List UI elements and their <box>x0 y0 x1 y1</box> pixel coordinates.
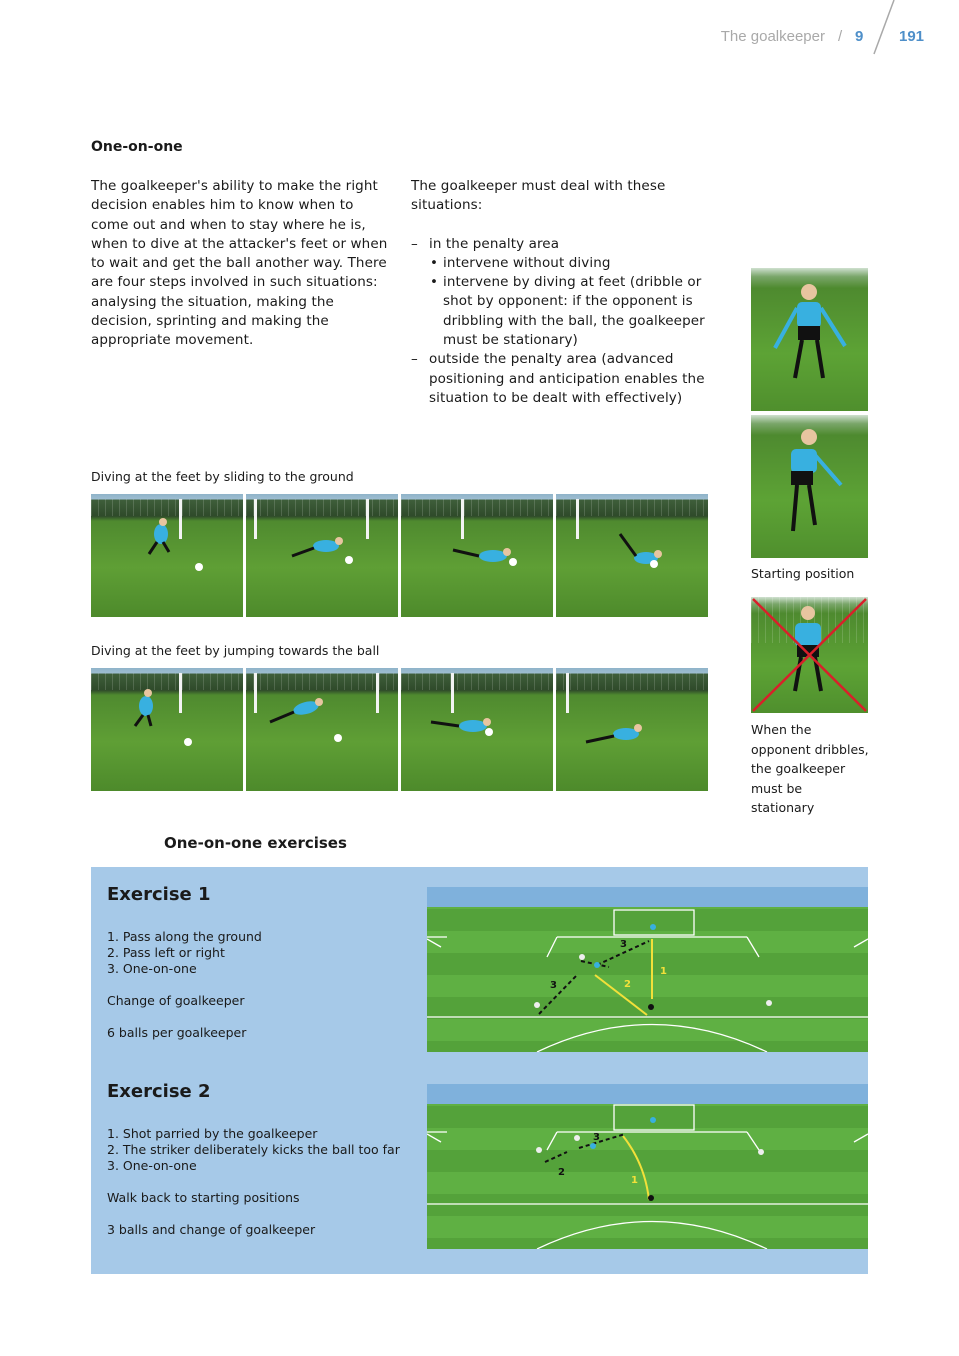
situations-lead: The goalkeeper must deal with these situations: <box>411 178 666 214</box>
photo-sliding-1 <box>91 494 243 617</box>
diagram-label: 1 <box>660 966 667 977</box>
photo-sliding-3 <box>401 494 553 617</box>
exercise-2-note-2: 3 balls and change of goalkeeper <box>107 1222 316 1237</box>
photo-sliding-4 <box>556 494 708 617</box>
exercise-2-diagram <box>427 1084 868 1249</box>
list-item: 1. Shot parried by the goalkeeper <box>107 1126 318 1141</box>
photo-jumping-1 <box>91 668 243 791</box>
sequence-caption-sliding: Diving at the feet by sliding to the ground <box>91 469 354 484</box>
sequence-caption-jumping: Diving at the feet by jumping towards the ball <box>91 643 380 658</box>
header-slash-decoration <box>868 0 898 56</box>
list-item: 2. Pass left or right <box>107 945 225 960</box>
running-header-chapter: The goalkeeper <box>720 28 825 45</box>
diagram-label: 3 <box>620 939 627 950</box>
sub-list <box>429 254 721 350</box>
diagram-label: 3 <box>593 1132 600 1143</box>
photo-jumping-3 <box>401 668 553 791</box>
caption-wrong-technique: When the opponent dribbles, the goalkeeper must be stationary <box>751 722 869 815</box>
list-item: • intervene without diving <box>429 254 721 273</box>
situations-list <box>411 235 721 409</box>
list-item: 2. The striker deliberately kicks the ball too far <box>107 1142 400 1157</box>
running-header-separator: / <box>838 28 843 45</box>
intro-paragraph: The goalkeeper's ability to make the right decision enables him to know when to come out and when to stay where he is, when to dive at the attacker's feet or when to wait and get the ball another way. There are four steps involved in such situations: analysing the situation, making the decision, sprinting and making the appropriate movement. <box>91 178 388 349</box>
diagram-label: 1 <box>631 1175 638 1186</box>
list-item: • intervene by diving at feet (dribble or shot by opponent: if the opponent is dribbling with the ball, the goalkeeper must be stationary) <box>429 273 721 350</box>
photo-wrong-technique <box>751 597 868 713</box>
exercise-2-note-1: Walk back to starting positions <box>107 1190 300 1205</box>
exercise-1-note-1: Change of goalkeeper <box>107 993 245 1008</box>
list-item: 1. Pass along the ground <box>107 929 262 944</box>
diagram-label: 3 <box>550 980 557 991</box>
page-number: 191 <box>899 28 925 45</box>
exercise-1-note-2: 6 balls per goalkeeper <box>107 1025 247 1040</box>
list-item: 3. One-on-one <box>107 1158 197 1173</box>
exercise-1-diagram <box>427 887 868 1052</box>
exercises-title: One-on-one exercises <box>164 834 347 852</box>
situations-column <box>411 177 721 408</box>
diagram-label: 2 <box>558 1167 565 1178</box>
photo-starting-position-side <box>751 415 868 558</box>
diagram-label: 2 <box>624 979 631 990</box>
exercise-1-heading: Exercise 1 <box>107 884 211 905</box>
list-item: 3. One-on-one <box>107 961 197 976</box>
chapter-number: 9 <box>855 28 864 45</box>
photo-starting-position-front <box>751 268 868 411</box>
exercise-2-heading: Exercise 2 <box>107 1081 211 1102</box>
section-title: One-on-one <box>91 139 183 155</box>
photo-sliding-2 <box>246 494 398 617</box>
exercise-2-steps <box>107 1126 400 1174</box>
list-item: – in the penalty area • intervene without diving • intervene by diving at feet (dribble or shot by opponent: if the opponent is dribbling with the ball, the goalkeeper must be stationary) <box>411 235 721 351</box>
list-item: – outside the penalty area (advanced positioning and anticipation enables the situation to be dealt with effectively) <box>411 350 721 408</box>
photo-jumping-2 <box>246 668 398 791</box>
photo-jumping-4 <box>556 668 708 791</box>
caption-starting-position: Starting position <box>751 566 855 581</box>
exercise-1-steps <box>107 929 262 977</box>
